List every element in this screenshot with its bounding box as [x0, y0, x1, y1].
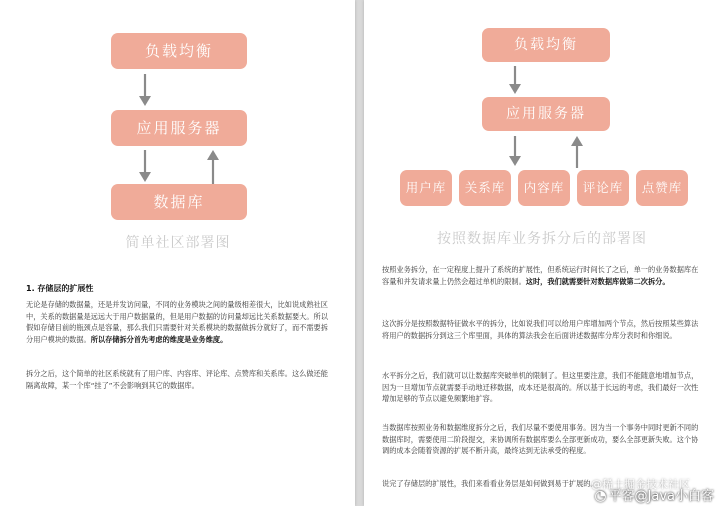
arrow-down-icon	[138, 74, 152, 108]
paragraph: 按照业务拆分，在一定程度上提升了系统的扩展性，但系统运行时间长了之后，单一的业务数据库在容量和并发请求量上仍然会超过单机的限制。这时，我们就需要针对数据库做第二次拆分。	[382, 265, 699, 286]
arrow-down-icon	[508, 66, 522, 96]
right-page	[364, 0, 720, 506]
db-box-content: 内容库	[518, 170, 570, 206]
paragraph: 无论是存储的数据量，还是并发访问量，不同的业务模块之间的量级相差很大，比如说成熟社区中，关系的数据量是远远大于用户数据量的，但是用户数据的访问量却远比关系数据要大。所以假如存储目前的瓶颈点是容量，那么我们只需要针对关系模块的数据做拆分就好了，而不需要拆分用户模块的数据。所以存储拆分首先考虑的维度是业务维度。	[26, 300, 328, 344]
database-box: 数据库	[111, 184, 247, 220]
db-box-comments: 评论库	[577, 170, 629, 206]
diagram-caption: 按照数据库业务拆分后的部署图	[437, 231, 647, 247]
watermark-juejin: @稀土掘金技术社区	[591, 478, 690, 491]
db-box-users: 用户库	[400, 170, 452, 206]
section-title: 1. 存储层的扩展性	[26, 284, 94, 293]
watermark-author: ◔ 平客@Java小白客	[594, 488, 714, 504]
diagram-caption: 简单社区部署图	[125, 235, 231, 251]
app-server-box: 应用服务器	[111, 110, 247, 146]
watermark-logo-icon: ◔	[594, 488, 607, 504]
db-box-likes: 点赞库	[636, 170, 688, 206]
paragraph: 拆分之后，这个简单的社区系统就有了用户库、内容库、评论库、点赞库和关系库。这么做还能隔离故障，某一个库“挂了”不会影响到其它的数据库。	[26, 369, 328, 390]
load-balancer-box: 负载均衡	[482, 28, 610, 62]
arrow-up-icon	[206, 150, 220, 184]
arrow-down-icon	[508, 136, 522, 168]
arrow-down-icon	[138, 150, 152, 184]
arrow-up-icon	[570, 136, 584, 168]
app-server-box: 应用服务器	[482, 97, 610, 131]
paragraph: 说完了存储层的扩展性，我们来看看业务层是如何做到易于扩展的。	[382, 479, 598, 488]
load-balancer-box: 负载均衡	[111, 33, 247, 69]
db-box-relations: 关系库	[459, 170, 511, 206]
left-page	[0, 0, 355, 506]
paragraph: 水平拆分之后，我们就可以让数据库突破单机的限制了。但这里要注意，我们不能随意地增加节点，因为一旦增加节点就需要手动地迁移数据，成本还是很高的。所以基于长远的考虑，我们最好一次性增加足够的节点以避免频繁地扩容。	[382, 371, 699, 404]
paragraph: 这次拆分是按照数据特征做水平的拆分，比如说我们可以给用户库增加两个节点，然后按照某些算法将用户的数据拆分到这三个库里面，具体的算法我会在后面讲述数据库分库分表时和你细说。	[382, 319, 699, 340]
paragraph: 当数据库按照业务和数据维度拆分之后，我们尽量不要使用事务。因为当一个事务中同时更新不同的数据库时，需要使用二阶段提交，来协调所有数据库要么全部更新成功，要么全部更新失败。这个协调的成本会随着资源的扩展不断升高，最终达到无法承受的程度。	[382, 423, 699, 456]
